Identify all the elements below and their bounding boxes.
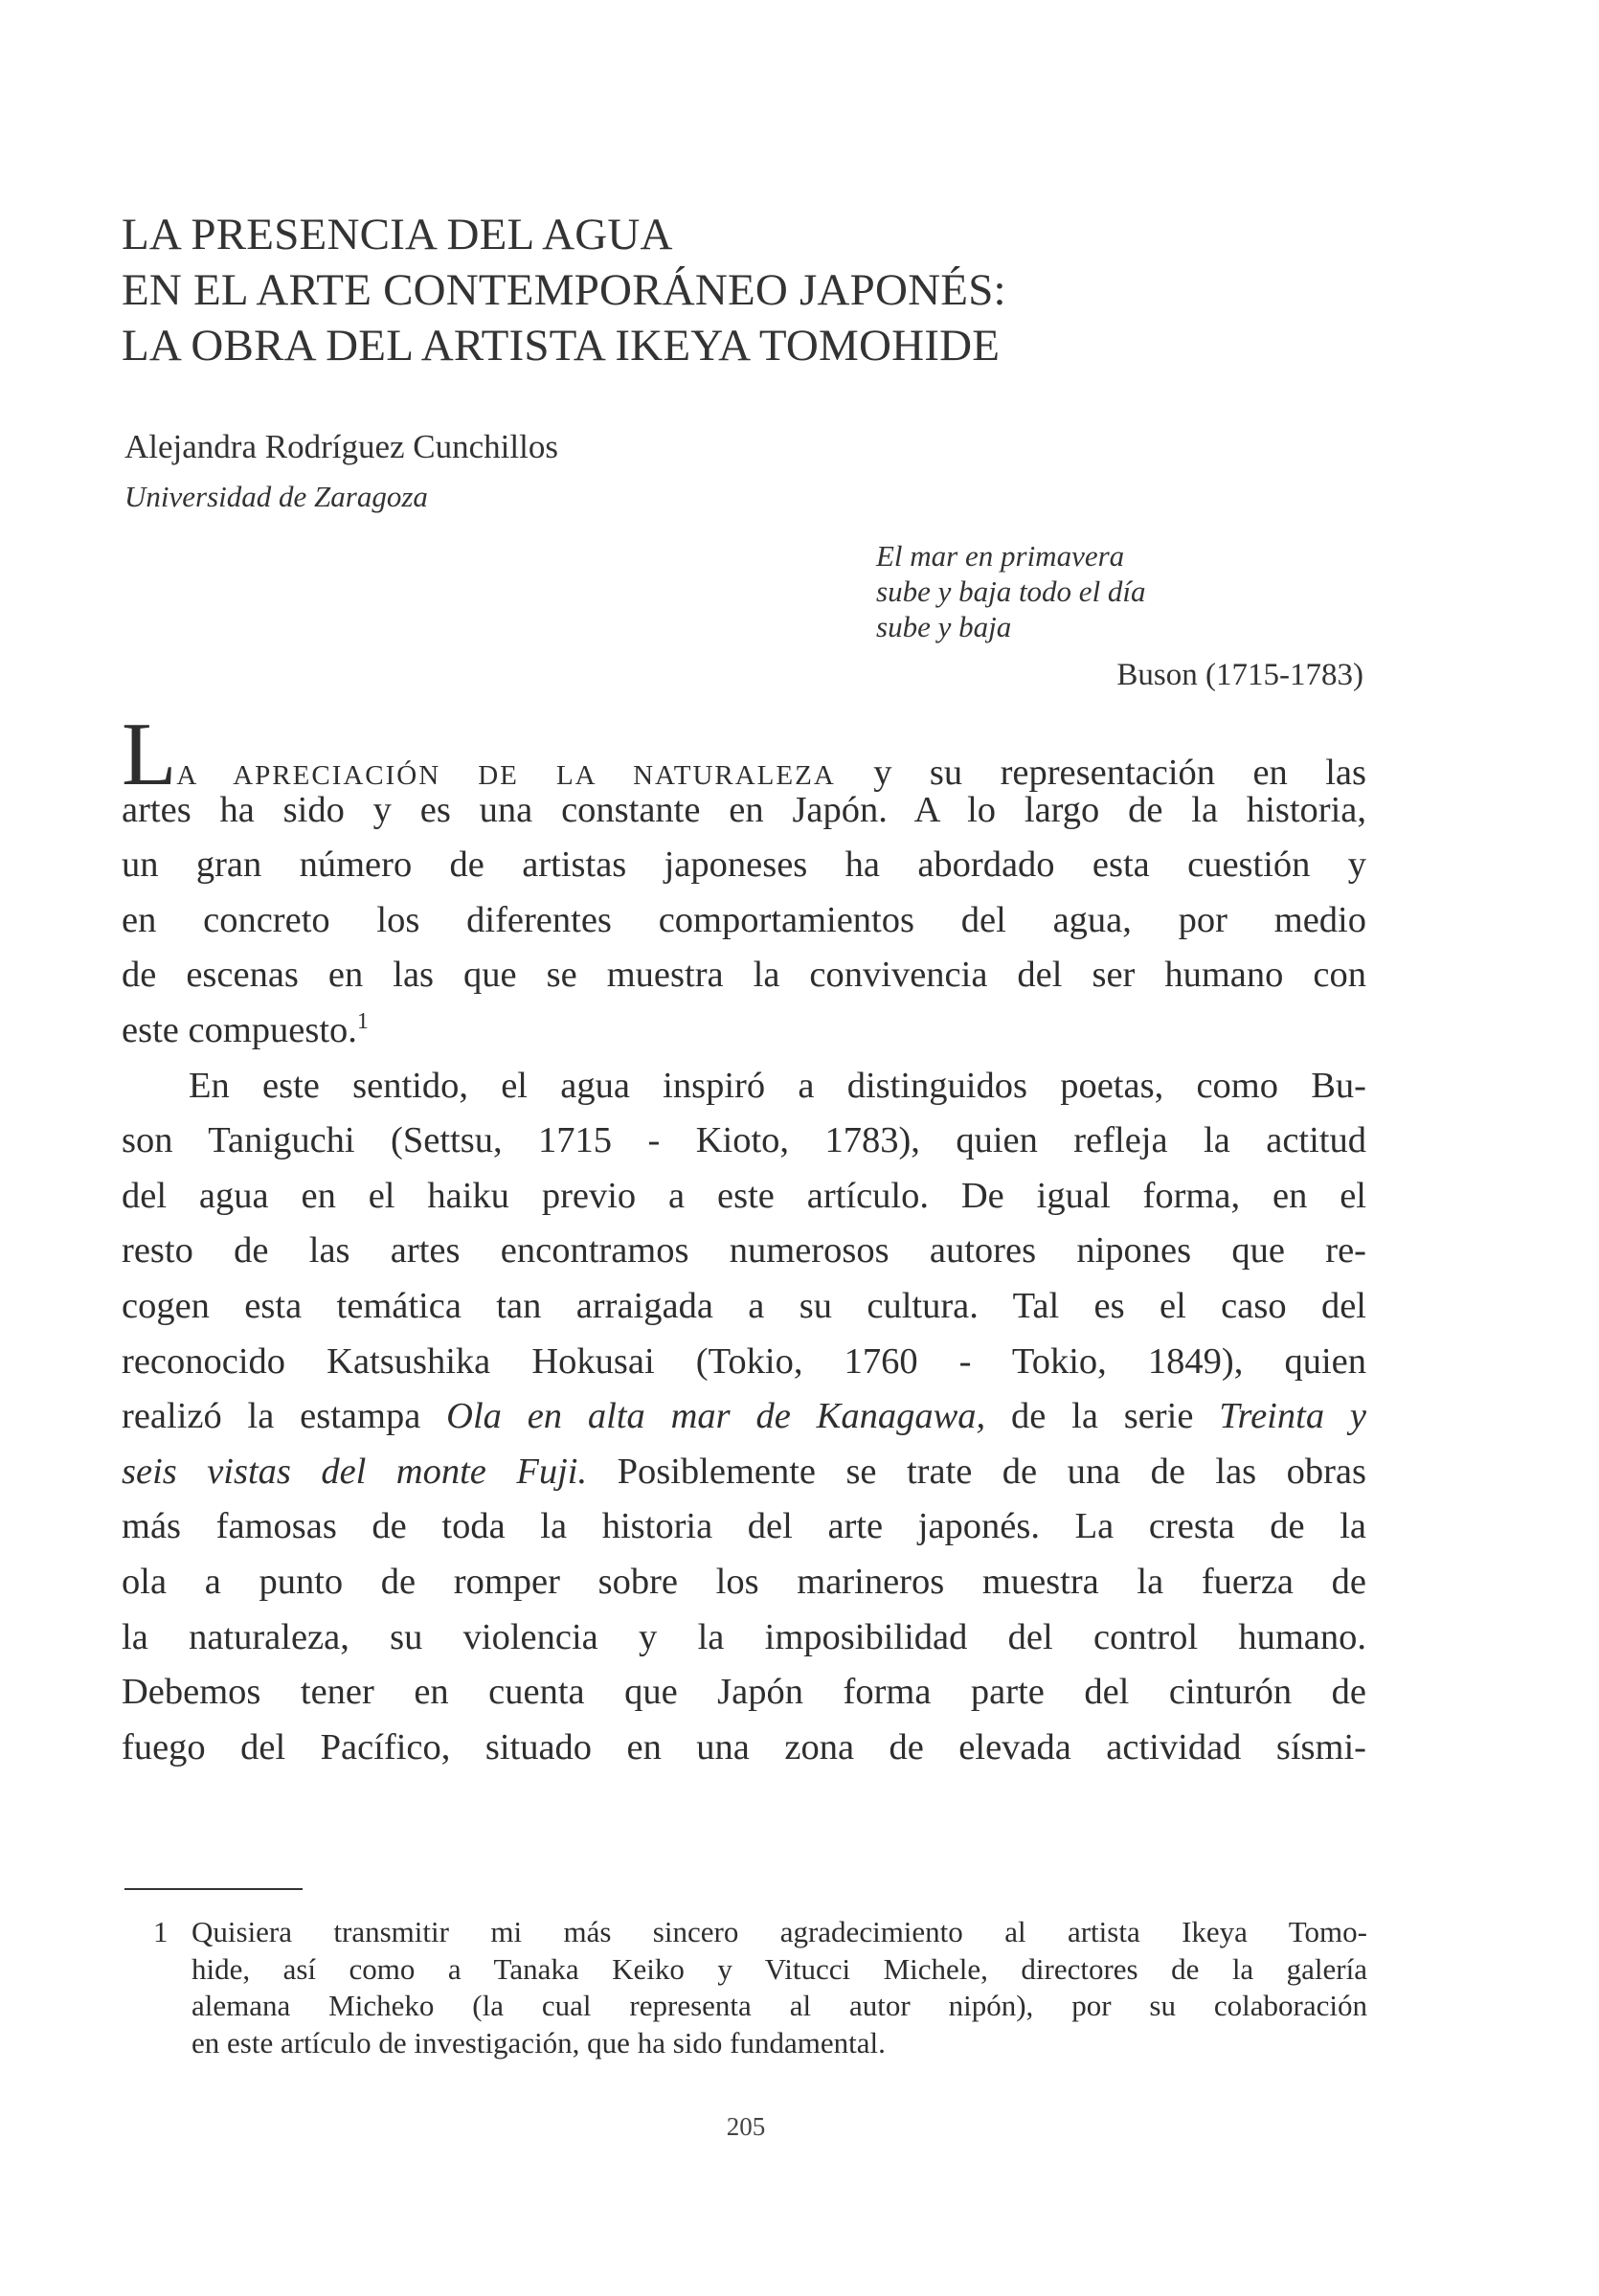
epigraph-line: sube y baja todo el día — [876, 574, 1146, 608]
body-line: más famosas de toda la historia del arte japonés. La cresta de la — [122, 1506, 1366, 1547]
series-title: seis vistas del monte Fuji. — [122, 1451, 588, 1492]
author-name: Alejandra Rodríguez Cunchillos — [124, 428, 558, 465]
body-line: artes ha sido y es una constante en Japón. A lo largo de la historia, — [122, 789, 1366, 830]
footnote — [153, 1914, 1367, 2061]
epigraph-line: sube y baja — [876, 610, 1012, 643]
title-line-3: LA OBRA DEL ARTISTA IKEYA TOMOHIDE — [122, 321, 1001, 371]
footnote-number: 1 — [153, 1915, 169, 1948]
title-line-1: LA PRESENCIA DEL AGUA — [122, 210, 673, 259]
footnote-line: Quisiera transmitir mi más sincero agradecimiento al artista Ikeya Tomo- — [191, 1915, 1367, 1948]
epigraph-haiku — [876, 538, 1364, 644]
page-number: 205 — [726, 2112, 766, 2141]
artwork-title: Ola en alta mar de Kanagawa, — [446, 1396, 986, 1437]
body-line: cogen esta temática tan arraigada a su cultura. Tal es el caso del — [122, 1285, 1366, 1326]
footnote-divider — [124, 1888, 303, 1890]
body-line: reconocido Katsushika Hokusai (Tokio, 1760 - Tokio, 1849), quien — [122, 1340, 1366, 1382]
body-line: del agua en el haiku previo a este artículo. De igual forma, en el — [122, 1175, 1366, 1216]
footnote-line: alemana Micheko (la cual representa al autor nipón), por su colaboración — [191, 1989, 1367, 2022]
footnote-line: hide, así como a Tanaka Keiko y Vitucci Michele, directores de la galería — [191, 1951, 1367, 1986]
body-line — [122, 705, 1366, 804]
body-text — [122, 705, 1366, 1775]
footnote-reference[interactable]: 1 — [356, 1008, 369, 1034]
body-text-span: este compuesto. — [122, 1009, 357, 1050]
body-line: En este sentido, el agua inspiró a distinguidos poetas, como Bu- — [189, 1065, 1366, 1106]
body-text-span: de la serie — [985, 1396, 1220, 1437]
author-affiliation: Universidad de Zaragoza — [124, 480, 428, 513]
title-line-2: EN EL ARTE CONTEMPORÁNEO JAPONÉS: — [122, 265, 1006, 315]
body-line: son Taniguchi (Settsu, 1715 - Kioto, 1783), quien refleja la actitud — [122, 1120, 1366, 1161]
body-line: la naturaleza, su violencia y la imposibilidad del control humano. — [122, 1616, 1366, 1657]
footnote-body — [191, 1914, 1367, 2061]
body-line — [122, 1003, 1366, 1059]
body-line: en concreto los diferentes comportamientos del agua, por medio — [122, 899, 1366, 940]
small-caps-lead: A APRECIACIÓN DE LA NATURALEZA — [176, 760, 836, 791]
body-line: un gran número de artistas japoneses ha abordado esta cuestión y — [122, 844, 1366, 886]
series-title: Treinta y — [1219, 1396, 1366, 1437]
epigraph-line: El mar en primavera — [876, 539, 1125, 573]
body-line — [122, 1389, 1366, 1445]
drop-cap: L — [122, 705, 177, 804]
body-line: ola a punto de romper sobre los marineros muestra la fuerza de — [122, 1561, 1366, 1602]
body-text-span: realizó la estampa — [122, 1396, 447, 1437]
body-line — [122, 1445, 1366, 1500]
footnote-line: en este artículo de investigación, que ha sido fundamental. — [191, 2025, 886, 2060]
body-line: resto de las artes encontramos numerosos autores nipones que re- — [122, 1230, 1366, 1272]
body-line: de escenas en las que se muestra la convivencia del ser humano con — [122, 955, 1366, 996]
body-text-span: y su representación en las — [835, 753, 1366, 793]
body-text-span: Posiblemente se trate de una de las obras — [587, 1451, 1366, 1492]
epigraph-source: Buson (1715-1783) — [1116, 658, 1363, 692]
body-line: fuego del Pacífico, situado en una zona de elevada actividad sísmi- — [122, 1726, 1366, 1767]
article-title — [122, 207, 1366, 373]
body-line: Debemos tener en cuenta que Japón forma parte del cinturón de — [122, 1672, 1366, 1713]
